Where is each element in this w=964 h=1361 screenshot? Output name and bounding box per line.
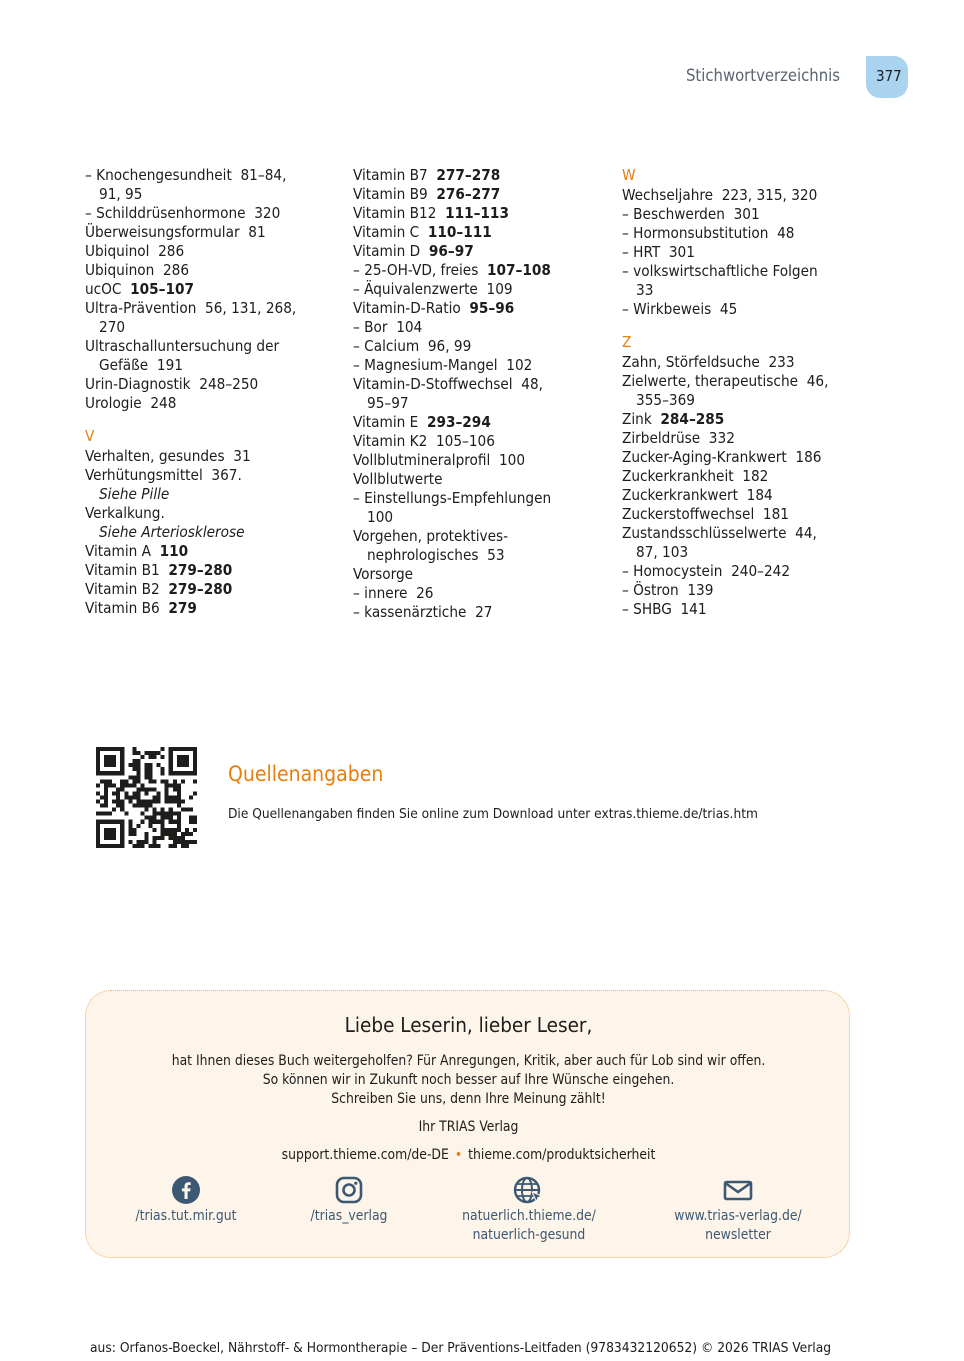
index-entry bbox=[622, 372, 884, 391]
index-entry bbox=[85, 447, 347, 466]
entry-text: 91, 95 bbox=[99, 185, 143, 203]
entry-text: – innere 26 bbox=[353, 584, 434, 602]
instagram-icon bbox=[334, 1175, 364, 1205]
index-entry bbox=[622, 300, 884, 319]
entry-text: – Bor 104 bbox=[353, 318, 423, 336]
index-entry bbox=[85, 485, 347, 504]
index-entry bbox=[622, 410, 884, 429]
entry-text: nephrologisches 53 bbox=[367, 546, 505, 564]
index-entry bbox=[353, 242, 615, 261]
index-entry bbox=[353, 432, 615, 451]
index-entry bbox=[85, 580, 347, 599]
globe-icon bbox=[513, 1175, 545, 1205]
entry-text: Vorgehen, protektives- bbox=[353, 527, 509, 545]
entry-text: Zirbeldrüse 332 bbox=[622, 429, 735, 447]
message-line: So können wir in Zukunft noch besser auf Ihre Wünsche eingehen. bbox=[262, 1072, 675, 1088]
entry-text: – Einstellungs-Empfehlungen bbox=[353, 489, 552, 507]
entry-text: Zahn, Störfeldsuche 233 bbox=[622, 353, 795, 371]
index-entry bbox=[622, 448, 884, 467]
index-entry bbox=[353, 280, 615, 299]
entry-text: Zucker-Aging-Krankwert 186 bbox=[622, 448, 822, 466]
entry-text: – Hormonsubstitution 48 bbox=[622, 224, 795, 242]
entry-text: – Östron 139 bbox=[622, 581, 714, 599]
entry-text: Vitamin D bbox=[353, 242, 429, 260]
index-entry bbox=[622, 262, 884, 281]
index-entry bbox=[622, 524, 884, 543]
entry-text: Vitamin K2 105–106 bbox=[353, 432, 495, 450]
entry-text: Urin-Diagnostik 248–250 bbox=[85, 375, 259, 393]
main-page-reference: 293–294 bbox=[426, 413, 491, 431]
index-entry bbox=[85, 466, 347, 485]
index-entry bbox=[353, 470, 615, 489]
index-entry bbox=[622, 429, 884, 448]
entry-text: – Wirkbeweis 45 bbox=[622, 300, 738, 318]
section-title: Stichwortverzeichnis bbox=[686, 66, 840, 85]
index-entry bbox=[353, 337, 615, 356]
entry-text: 87, 103 bbox=[636, 543, 689, 561]
entry-text: Verhalten, gesundes 31 bbox=[85, 447, 251, 465]
entry-text: Vollblutmineralprofil 100 bbox=[353, 451, 526, 469]
entry-text: 33 bbox=[636, 281, 654, 299]
index-entry bbox=[622, 205, 884, 224]
entry-text: Vitamin-D-Ratio bbox=[353, 299, 470, 317]
main-page-reference: 279–280 bbox=[168, 561, 233, 579]
entry-text: Vitamin C bbox=[353, 223, 428, 241]
index-column-3 bbox=[622, 166, 884, 619]
entry-text: Vitamin B7 bbox=[353, 166, 437, 184]
entry-text: Vitamin B9 bbox=[353, 185, 437, 203]
main-page-reference: 111–113 bbox=[445, 204, 509, 222]
entry-text: ucOC bbox=[85, 280, 131, 298]
index-entry bbox=[353, 527, 615, 546]
index-entry bbox=[85, 242, 347, 261]
entry-text: Überweisungsformular 81 bbox=[85, 223, 266, 241]
page-number-tab bbox=[866, 56, 908, 98]
index-letter-heading: V bbox=[85, 427, 95, 445]
entry-text: Vollblutwerte bbox=[353, 470, 443, 488]
entry-text: – volkswirtschaftliche Folgen bbox=[622, 262, 818, 280]
index-letter-heading: Z bbox=[622, 333, 632, 351]
index-entry bbox=[85, 337, 347, 356]
newsletter-url: www.trias-verlag.de/ bbox=[674, 1208, 802, 1224]
entry-text: – Äquivalenzwerte 109 bbox=[353, 280, 513, 298]
cross-reference: Siehe Arteriosklerose bbox=[99, 523, 245, 541]
index-entry bbox=[353, 489, 615, 508]
newsletter-link[interactable] bbox=[638, 1175, 838, 1245]
entry-text: Wechseljahre 223, 315, 320 bbox=[622, 186, 818, 204]
index-entry bbox=[622, 581, 884, 600]
entry-text: Vitamin B2 bbox=[85, 580, 169, 598]
main-page-reference: 105–107 bbox=[130, 280, 195, 298]
index-entry bbox=[622, 505, 884, 524]
index-entry bbox=[85, 504, 347, 523]
entry-text: Zielwerte, therapeutische 46, bbox=[622, 372, 829, 390]
index-entry bbox=[622, 486, 884, 505]
reader-feedback-box bbox=[85, 990, 850, 1258]
entry-text: Verhütungsmittel 367. bbox=[85, 466, 242, 484]
separator-dot: • bbox=[454, 1147, 463, 1163]
safety-link[interactable]: thieme.com/produktsicherheit bbox=[468, 1147, 656, 1163]
index-entry bbox=[353, 318, 615, 337]
index-entry bbox=[353, 185, 615, 204]
entry-text: – Beschwerden 301 bbox=[622, 205, 760, 223]
website-url: natuerlich-gesund bbox=[472, 1227, 586, 1243]
website-link[interactable] bbox=[429, 1175, 629, 1245]
index-entry bbox=[622, 467, 884, 486]
entry-text: Vitamin A bbox=[85, 542, 160, 560]
instagram-link[interactable] bbox=[249, 1175, 449, 1226]
index-entry bbox=[353, 166, 615, 185]
index-entry bbox=[622, 186, 884, 205]
entry-text: 95–97 bbox=[367, 394, 409, 412]
index-entry bbox=[353, 451, 615, 470]
signature: Ihr TRIAS Verlag bbox=[418, 1119, 519, 1135]
entry-text: 355–369 bbox=[636, 391, 695, 409]
entry-text: Zuckerkrankheit 182 bbox=[622, 467, 769, 485]
greeting: Liebe Leserin, lieber Leser, bbox=[344, 1013, 593, 1037]
index-entry bbox=[622, 353, 884, 372]
index-entry bbox=[85, 299, 347, 318]
entry-text: Zustandsschlüsselwerte 44, bbox=[622, 524, 817, 542]
entry-text: Verkalkung. bbox=[85, 504, 165, 522]
mail-icon bbox=[722, 1175, 754, 1205]
index-entry bbox=[85, 318, 347, 337]
qr-code-icon[interactable] bbox=[96, 747, 197, 848]
entry-text: 270 bbox=[99, 318, 126, 336]
message-line: hat Ihnen dieses Buch weitergeholfen? Für Anregungen, Kritik, aber auch für Lob sind wir offen. bbox=[171, 1053, 766, 1069]
index-entry bbox=[622, 243, 884, 262]
index-entry bbox=[353, 204, 615, 223]
cross-reference: Siehe Pille bbox=[99, 485, 170, 503]
entry-text: – Homocystein 240–242 bbox=[622, 562, 791, 580]
index-entry bbox=[85, 599, 347, 618]
index-entry bbox=[85, 280, 347, 299]
index-entry bbox=[353, 603, 615, 622]
index-entry bbox=[85, 185, 347, 204]
index-entry bbox=[85, 223, 347, 242]
entry-text: Zink bbox=[622, 410, 661, 428]
index-letter-heading: W bbox=[622, 166, 636, 184]
entry-text: Ultra-Prävention 56, 131, 268, bbox=[85, 299, 297, 317]
entry-text: – SHBG 141 bbox=[622, 600, 707, 618]
instagram-handle: /trias_verlag bbox=[310, 1208, 388, 1224]
index-column-1 bbox=[85, 166, 347, 618]
index-entry bbox=[622, 562, 884, 581]
entry-text: Vitamin B1 bbox=[85, 561, 169, 579]
entry-text: Vitamin B12 bbox=[353, 204, 446, 222]
entry-text: Zuckerstoffwechsel 181 bbox=[622, 505, 790, 523]
newsletter-url: newsletter bbox=[705, 1227, 771, 1243]
entry-text: Ubiquinon 286 bbox=[85, 261, 190, 279]
entry-text: Urologie 248 bbox=[85, 394, 177, 412]
facebook-handle: /trias.tut.mir.gut bbox=[135, 1208, 237, 1224]
index-entry bbox=[622, 391, 884, 410]
main-page-reference: 95–96 bbox=[469, 299, 515, 317]
index-entry bbox=[353, 546, 615, 565]
main-page-reference: 96–97 bbox=[428, 242, 474, 260]
entry-text: – Knochengesundheit 81–84, bbox=[85, 166, 287, 184]
index-entry bbox=[353, 356, 615, 375]
index-entry bbox=[85, 356, 347, 375]
index-entry bbox=[85, 166, 347, 185]
entry-text: Ultraschalluntersuchung der bbox=[85, 337, 280, 355]
entry-text: Vitamin E bbox=[353, 413, 427, 431]
index-entry bbox=[353, 584, 615, 603]
website-url: natuerlich.thieme.de/ bbox=[462, 1208, 596, 1224]
index-entry bbox=[85, 204, 347, 223]
index-entry bbox=[85, 261, 347, 280]
support-link[interactable]: support.thieme.com/de-DE bbox=[281, 1147, 449, 1163]
main-page-reference: 279–280 bbox=[168, 580, 233, 598]
entry-text: Ubiquinol 286 bbox=[85, 242, 185, 260]
index-entry bbox=[353, 223, 615, 242]
support-links bbox=[86, 1147, 851, 1163]
sources-title: Quellenangaben bbox=[228, 762, 384, 786]
entry-text: – kassenärztiche 27 bbox=[353, 603, 493, 621]
entry-text: Gefäße 191 bbox=[99, 356, 183, 374]
index-entry bbox=[85, 542, 347, 561]
index-entry bbox=[85, 375, 347, 394]
message-line: Schreiben Sie uns, denn Ihre Meinung zählt! bbox=[331, 1091, 606, 1107]
page-number: 377 bbox=[876, 67, 902, 85]
index-entry bbox=[353, 375, 615, 394]
feedback-message bbox=[86, 1052, 851, 1109]
index-entry bbox=[353, 394, 615, 413]
index-entry bbox=[85, 394, 347, 413]
index-entry bbox=[85, 523, 347, 542]
main-page-reference: 110–111 bbox=[427, 223, 492, 241]
index-entry bbox=[353, 413, 615, 432]
main-page-reference: 284–285 bbox=[660, 410, 725, 428]
index-entry bbox=[622, 600, 884, 619]
main-page-reference: 107–108 bbox=[487, 261, 551, 279]
footer-citation: aus: Orfanos-Boeckel, Nährstoff- & Hormontherapie – Der Präventions-Leitfaden (9783432120652) © 2026 TRIAS Verlag bbox=[90, 1340, 832, 1356]
index-entry bbox=[622, 281, 884, 300]
main-page-reference: 110 bbox=[159, 542, 189, 560]
entry-text: Vorsorge bbox=[353, 565, 414, 583]
index-entry bbox=[85, 561, 347, 580]
index-entry bbox=[622, 224, 884, 243]
entry-text: – Magnesium-Mangel 102 bbox=[353, 356, 533, 374]
main-page-reference: 277–278 bbox=[436, 166, 501, 184]
index-entry bbox=[353, 261, 615, 280]
index-entry bbox=[353, 508, 615, 527]
index-entry bbox=[622, 543, 884, 562]
entry-text: Vitamin B6 bbox=[85, 599, 169, 617]
entry-text: – Schilddrüsenhormone 320 bbox=[85, 204, 281, 222]
entry-text: – Calcium 96, 99 bbox=[353, 337, 472, 355]
facebook-icon bbox=[171, 1175, 201, 1205]
index-entry bbox=[353, 299, 615, 318]
main-page-reference: 276–277 bbox=[436, 185, 501, 203]
main-page-reference: 279 bbox=[168, 599, 197, 617]
entry-text: – 25-OH-VD, freies bbox=[353, 261, 488, 279]
index-column-2 bbox=[353, 166, 615, 622]
entry-text: Zuckerkrankwert 184 bbox=[622, 486, 773, 504]
entry-text: Vitamin-D-Stoffwechsel 48, bbox=[353, 375, 543, 393]
index-entry bbox=[353, 565, 615, 584]
sources-text: Die Quellenangaben finden Sie online zum Download unter extras.thieme.de/trias.htm bbox=[228, 806, 758, 822]
entry-text: 100 bbox=[367, 508, 394, 526]
entry-text: – HRT 301 bbox=[622, 243, 695, 261]
